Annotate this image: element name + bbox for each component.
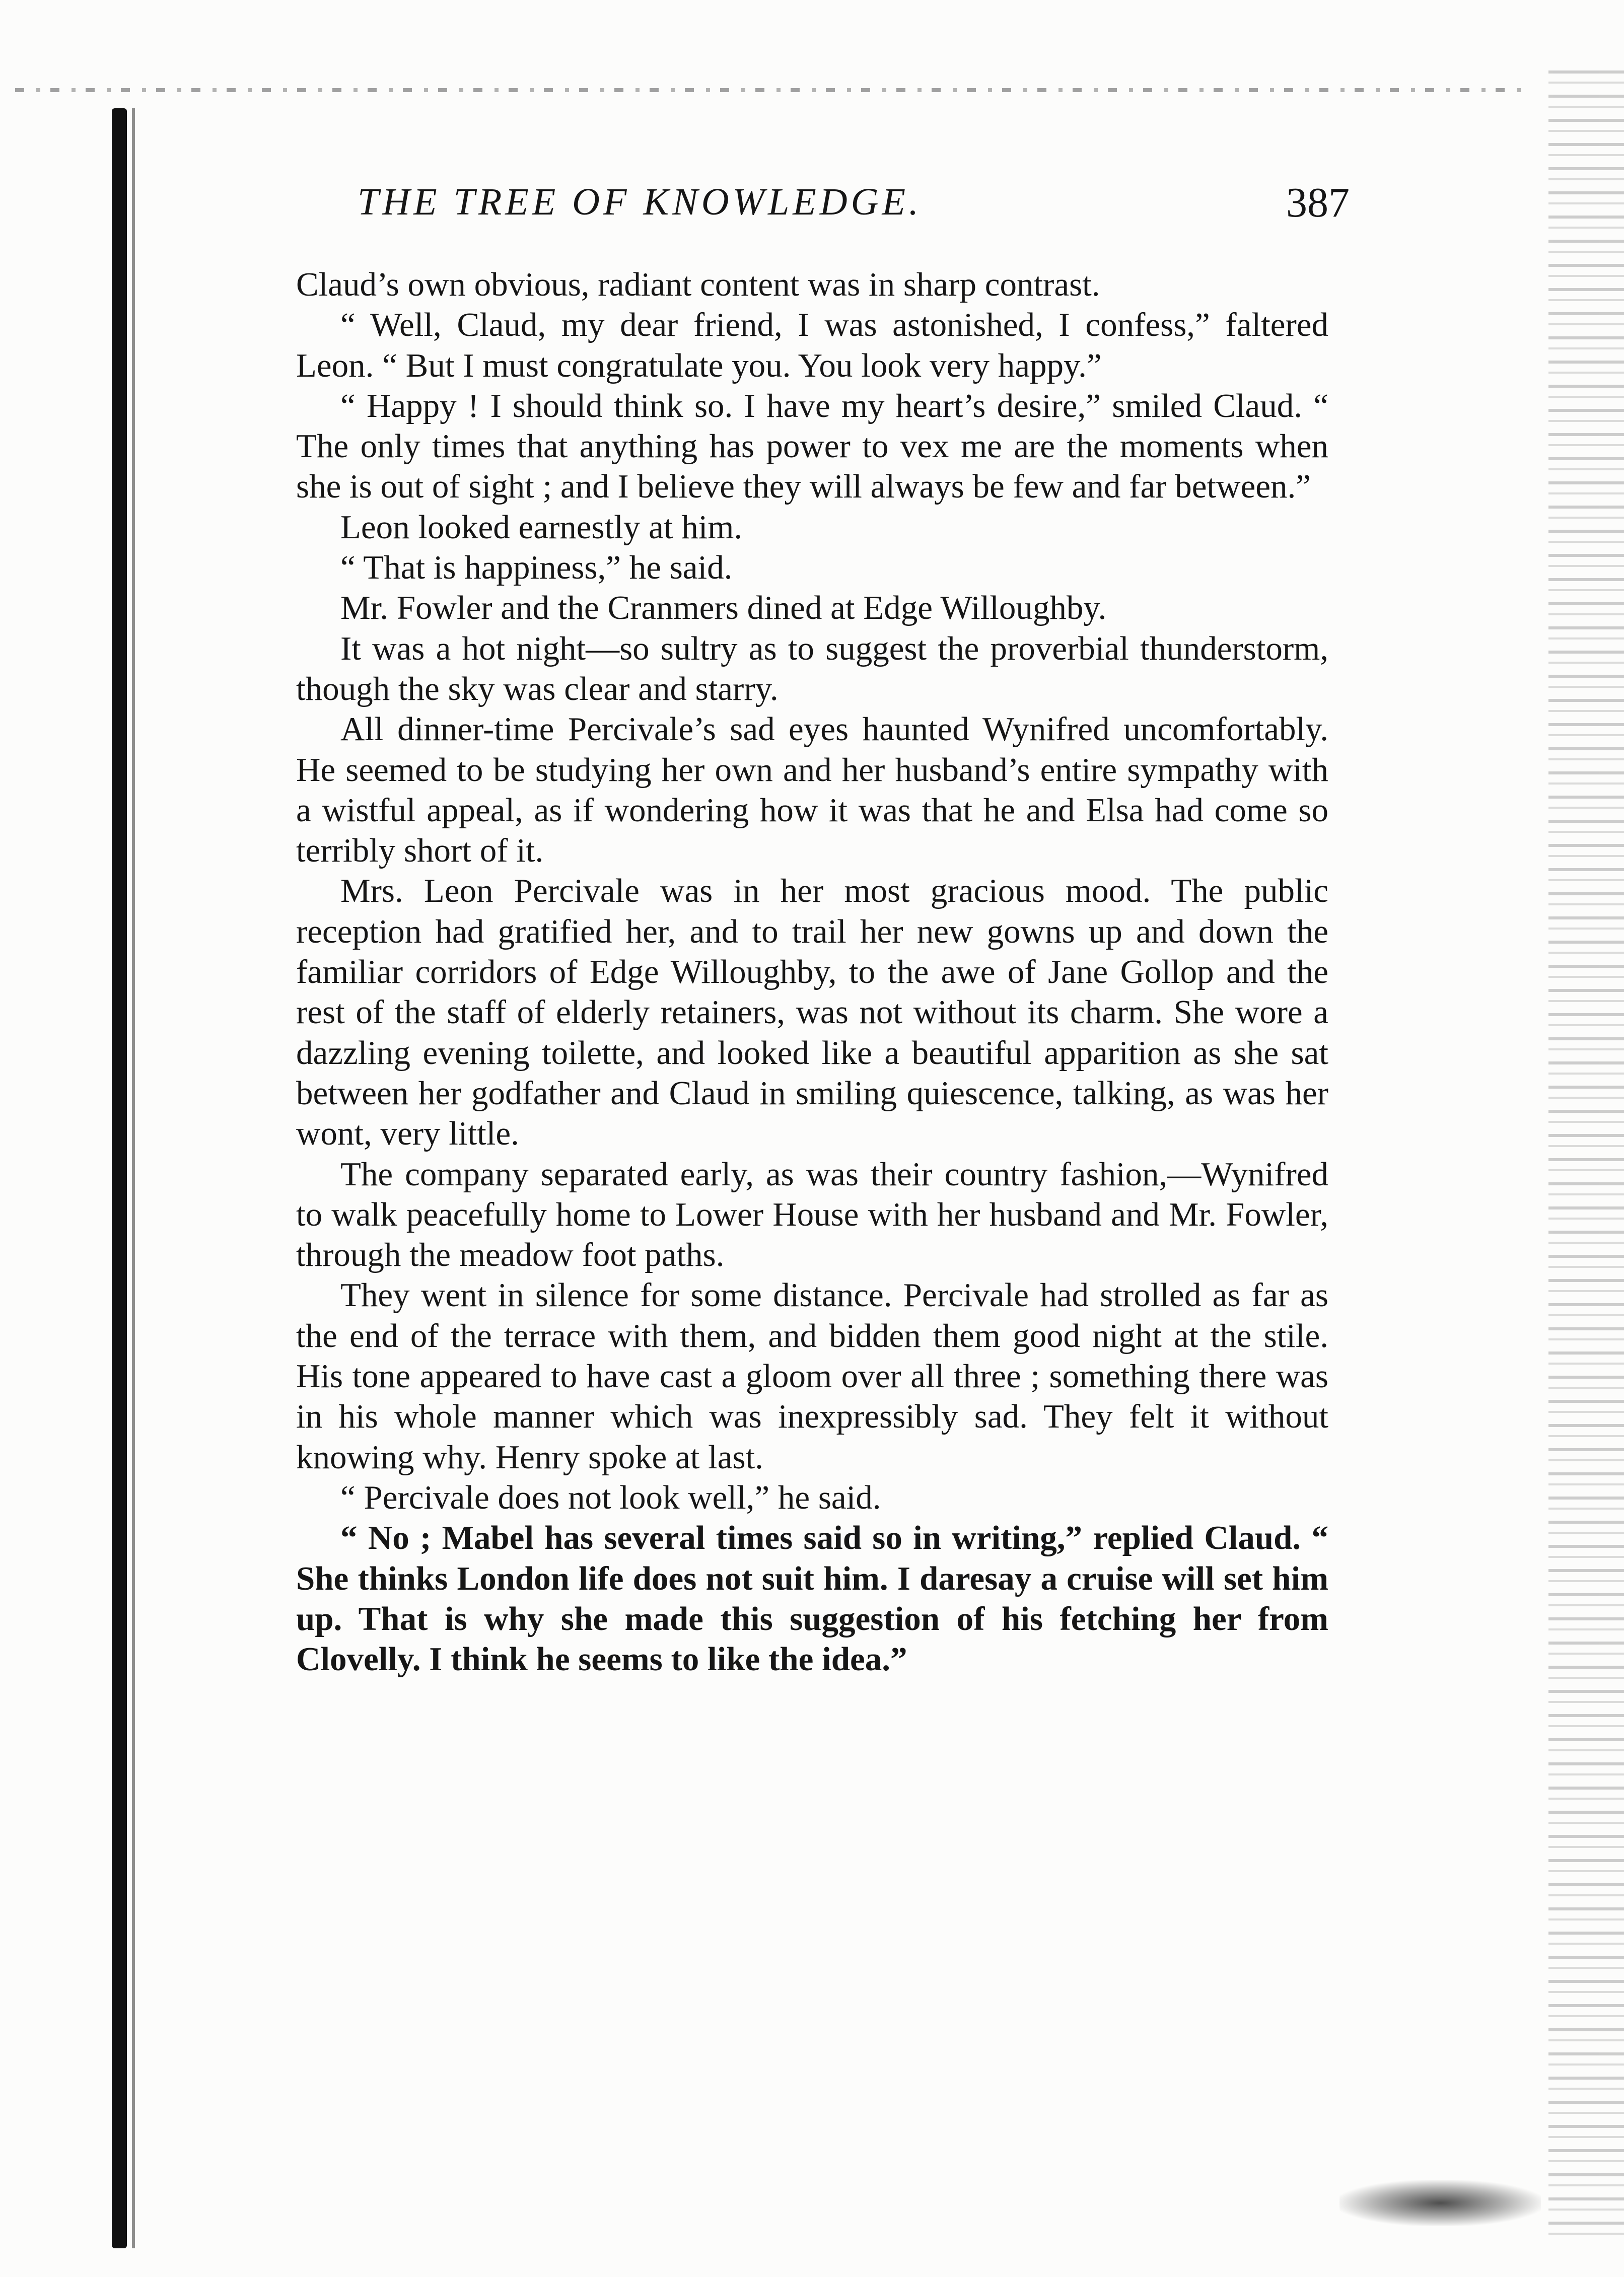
paragraph: “ Percivale does not look well,” he said. — [340, 1478, 881, 1516]
body-text — [296, 264, 1328, 1679]
paragraph: “ That is happiness,” he said. — [340, 549, 733, 587]
paragraph: “ Happy ! I should think so. I have my heart’s desire,” smiled Claud. “ The only times that anything has power to vex me are the moments when she is out of sight ; and I believe they will always be few and far between.” — [296, 387, 1328, 506]
paragraph: Leon looked earnestly at him. — [340, 508, 743, 546]
scan-ink-smudge — [1339, 2180, 1541, 2226]
page-gutter-line — [132, 108, 135, 2248]
paragraph: They went in silence for some distance. Percivale had strolled as far as the end of the terrace with them, and bidden them good night at the stile. His tone appeared to have cast a gloom over all three ; something there was in his whole manner which was inexpressibly sad. They felt it without knowing why. Henry spoke at last. — [296, 1276, 1328, 1476]
paragraph: Mrs. Leon Percivale was in her most gracious mood. The public reception had gratified her, and to trail her new gowns up and down the familiar corridors of Edge Willoughby, to the awe of Jane Gollop and the rest of the staff of elderly retainers, was not without its charm. She wore a dazzling evening toilette, and looked like a beautiful apparition as she sat between her godfather and Claud in smiling quiescence, talking, as was her wont, very little. — [296, 872, 1328, 1153]
paragraph: All dinner-time Percivale’s sad eyes haunted Wynifred uncomfortably. He seemed to be studying her own and her husband’s entire sympathy with a wistful appeal, as if wondering how it was that he and Elsa had come so terribly short of it. — [296, 710, 1328, 870]
paragraph: Claud’s own obvious, radiant content was in sharp contrast. — [296, 266, 1100, 303]
paragraph: Mr. Fowler and the Cranmers dined at Edge Willoughby. — [340, 589, 1107, 627]
paragraph: “ Well, Claud, my dear friend, I was astonished, I confess,” faltered Leon. “ But I must congratulate you. You look very happy.” — [296, 306, 1328, 384]
running-title: THE TREE OF KNOWLEDGE. — [358, 181, 922, 223]
running-header — [191, 175, 1350, 231]
paragraph: The company separated early, as was their country fashion,—Wynifred to walk peacefully home to Lower House with her husband and Mr. Fowler, through the meadow foot paths. — [296, 1155, 1328, 1274]
scan-right-edge-noise — [1548, 70, 1624, 2236]
page-gutter-shadow — [112, 108, 127, 2248]
paragraph: “ No ; Mabel has several times said so in writing,” replied Claud. “ She thinks London life does not suit him. I daresay a cruise will set him up. That is why she made this suggestion of his fetching her from Clovelly. I think he seems to like the idea.” — [296, 1519, 1328, 1678]
paragraph: It was a hot night—so sultry as to suggest the proverbial thunderstorm, though the sky was clear and starry. — [296, 629, 1328, 707]
page-number: 387 — [1286, 179, 1350, 226]
scan-top-edge — [15, 88, 1521, 92]
